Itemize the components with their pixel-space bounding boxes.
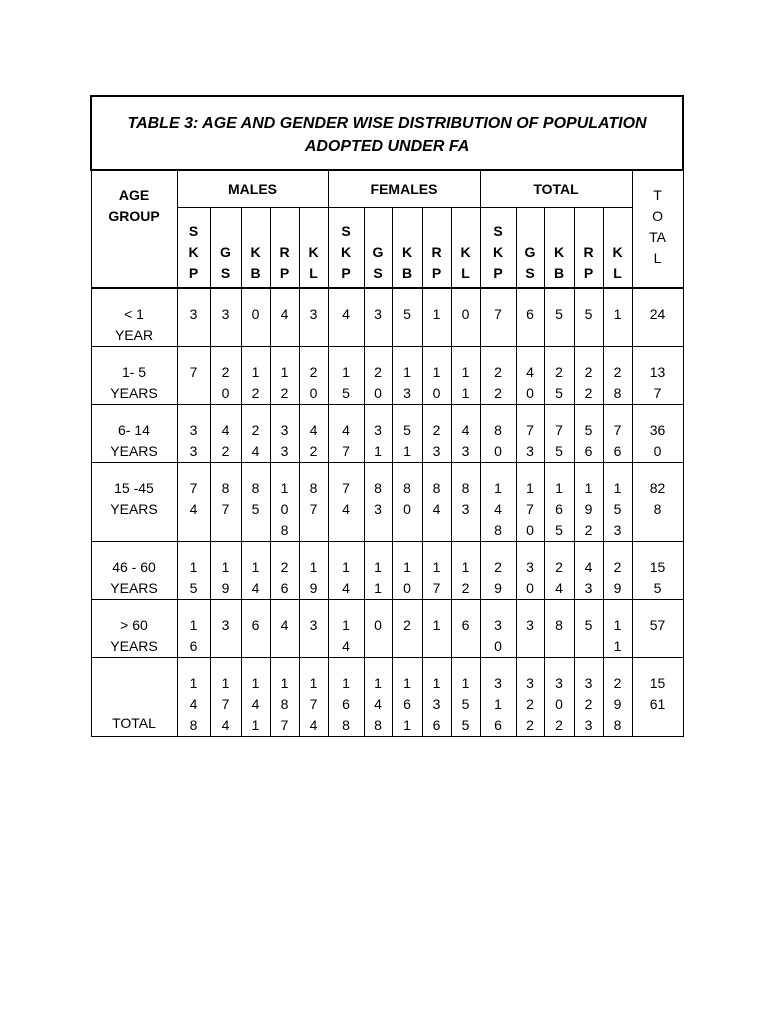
data-cell: 1 1 <box>364 542 392 600</box>
data-cell: 7 <box>480 288 516 347</box>
data-cell: 2 0 <box>210 347 241 405</box>
age-group-cell: > 60 YEARS <box>91 600 177 658</box>
row-total-cell: 57 <box>632 600 683 658</box>
data-cell: 1 6 <box>177 600 210 658</box>
data-cell: 4 <box>270 600 299 658</box>
data-cell: 1 6 8 <box>328 658 364 737</box>
table-row <box>91 600 683 658</box>
group-header-total: TOTAL <box>480 170 632 208</box>
data-cell: 2 9 8 <box>603 658 632 737</box>
data-cell: 5 1 <box>392 405 422 463</box>
data-cell: 1 5 <box>177 542 210 600</box>
data-cell: 1 6 5 <box>544 463 574 542</box>
data-cell: 3 <box>516 600 544 658</box>
data-cell: 4 2 <box>299 405 328 463</box>
data-cell: 1 1 <box>603 600 632 658</box>
data-cell: 3 <box>210 288 241 347</box>
data-cell: 8 3 <box>364 463 392 542</box>
data-cell: 1 <box>422 600 451 658</box>
data-cell: 2 2 <box>574 347 603 405</box>
data-cell: 5 <box>544 288 574 347</box>
sub-header-cell: G S <box>210 208 241 289</box>
data-cell: 0 <box>241 288 270 347</box>
data-cell: 1 4 <box>328 600 364 658</box>
data-cell: 6 <box>241 600 270 658</box>
data-cell: 8 0 <box>392 463 422 542</box>
age-group-header: AGE GROUP <box>91 170 177 288</box>
data-cell: 1 9 <box>210 542 241 600</box>
sub-header-cell: S K P <box>177 208 210 289</box>
data-cell: 1 4 8 <box>177 658 210 737</box>
data-cell: 2 5 <box>544 347 574 405</box>
data-cell: 4 2 <box>210 405 241 463</box>
data-cell: 8 3 <box>451 463 480 542</box>
data-cell: 2 3 <box>422 405 451 463</box>
data-cell: 3 <box>177 288 210 347</box>
data-cell: 1 3 6 <box>422 658 451 737</box>
sub-header-cell: G S <box>364 208 392 289</box>
data-cell: 1 9 2 <box>574 463 603 542</box>
group-header-females: FEMALES <box>328 170 480 208</box>
data-cell: 2 2 <box>480 347 516 405</box>
data-cell: 4 <box>270 288 299 347</box>
data-cell: 7 4 <box>177 463 210 542</box>
row-total-cell: 13 7 <box>632 347 683 405</box>
data-cell: 1 7 <box>422 542 451 600</box>
data-cell: 7 3 <box>516 405 544 463</box>
data-cell: 1 4 <box>241 542 270 600</box>
table-row <box>91 658 683 737</box>
data-cell: 3 0 <box>480 600 516 658</box>
row-total-cell: 36 0 <box>632 405 683 463</box>
table-title: TABLE 3: AGE AND GENDER WISE DISTRIBUTION OF POPULATION ADOPTED UNDER FA <box>91 96 683 170</box>
data-cell: 2 4 <box>544 542 574 600</box>
data-cell: 3 2 2 <box>516 658 544 737</box>
sub-header-cell: K L <box>299 208 328 289</box>
sub-header-cell: R P <box>270 208 299 289</box>
data-cell: 4 3 <box>574 542 603 600</box>
data-cell: 7 4 <box>328 463 364 542</box>
data-cell: 1 5 3 <box>603 463 632 542</box>
data-cell: 1 5 5 <box>451 658 480 737</box>
data-cell: 1 3 <box>392 347 422 405</box>
sub-header-row <box>91 208 683 289</box>
sub-header-cell: S K P <box>480 208 516 289</box>
row-total-cell: 82 8 <box>632 463 683 542</box>
data-cell: 5 <box>392 288 422 347</box>
data-cell: 8 4 <box>422 463 451 542</box>
table-row <box>91 542 683 600</box>
data-cell: 3 <box>364 288 392 347</box>
table-row <box>91 405 683 463</box>
sub-header-cell: K B <box>392 208 422 289</box>
data-cell: 1 7 4 <box>210 658 241 737</box>
data-cell: 3 3 <box>270 405 299 463</box>
data-cell: 2 9 <box>480 542 516 600</box>
data-cell: 3 3 <box>177 405 210 463</box>
group-header-males: MALES <box>177 170 328 208</box>
data-cell: 7 5 <box>544 405 574 463</box>
data-cell: 2 0 <box>299 347 328 405</box>
data-cell: 6 <box>451 600 480 658</box>
sub-header-cell: K L <box>603 208 632 289</box>
data-cell: 5 <box>574 288 603 347</box>
data-cell: 1 8 7 <box>270 658 299 737</box>
data-cell: 3 <box>299 600 328 658</box>
age-group-cell: 1- 5 YEARS <box>91 347 177 405</box>
data-cell: 2 4 <box>241 405 270 463</box>
data-cell: 4 7 <box>328 405 364 463</box>
data-cell: 7 6 <box>603 405 632 463</box>
age-group-cell: 6- 14 YEARS <box>91 405 177 463</box>
data-cell: 1 <box>422 288 451 347</box>
data-cell: 3 2 3 <box>574 658 603 737</box>
data-cell: 8 7 <box>210 463 241 542</box>
data-cell: 3 1 6 <box>480 658 516 737</box>
age-group-cell: 15 -45 YEARS <box>91 463 177 542</box>
total-column-header: T O TA L <box>632 170 683 288</box>
data-cell: 5 6 <box>574 405 603 463</box>
row-total-cell: 24 <box>632 288 683 347</box>
sub-header-cell: K B <box>544 208 574 289</box>
data-cell: 7 <box>177 347 210 405</box>
data-cell: 2 6 <box>270 542 299 600</box>
data-cell: 8 5 <box>241 463 270 542</box>
data-cell: 1 9 <box>299 542 328 600</box>
age-group-cell: TOTAL <box>91 658 177 737</box>
data-cell: 1 <box>603 288 632 347</box>
table-row <box>91 288 683 347</box>
data-cell: 1 2 <box>241 347 270 405</box>
data-cell: 2 9 <box>603 542 632 600</box>
table-body <box>91 288 683 737</box>
data-cell: 3 <box>299 288 328 347</box>
data-cell: 3 <box>210 600 241 658</box>
age-group-cell: < 1 YEAR <box>91 288 177 347</box>
data-cell: 1 7 0 <box>516 463 544 542</box>
row-total-cell: 15 61 <box>632 658 683 737</box>
data-cell: 4 0 <box>516 347 544 405</box>
data-cell: 1 4 8 <box>480 463 516 542</box>
sub-header-cell: S K P <box>328 208 364 289</box>
data-cell: 3 0 2 <box>544 658 574 737</box>
data-cell: 1 0 8 <box>270 463 299 542</box>
data-cell: 1 7 4 <box>299 658 328 737</box>
sub-header-cell: R P <box>574 208 603 289</box>
data-cell: 1 6 1 <box>392 658 422 737</box>
data-cell: 5 <box>574 600 603 658</box>
age-group-cell: 46 - 60 YEARS <box>91 542 177 600</box>
data-cell: 8 <box>544 600 574 658</box>
data-cell: 3 1 <box>364 405 392 463</box>
data-cell: 2 <box>392 600 422 658</box>
data-cell: 0 <box>364 600 392 658</box>
data-cell: 1 4 <box>328 542 364 600</box>
data-cell: 1 4 1 <box>241 658 270 737</box>
data-cell: 1 2 <box>270 347 299 405</box>
table-row <box>91 463 683 542</box>
data-cell: 8 7 <box>299 463 328 542</box>
data-cell: 1 0 <box>392 542 422 600</box>
data-cell: 3 0 <box>516 542 544 600</box>
data-cell: 2 8 <box>603 347 632 405</box>
data-cell: 1 2 <box>451 542 480 600</box>
sub-header-cell: G S <box>516 208 544 289</box>
row-total-cell: 15 5 <box>632 542 683 600</box>
data-cell: 1 4 8 <box>364 658 392 737</box>
table-row <box>91 347 683 405</box>
data-cell: 1 1 <box>451 347 480 405</box>
distribution-table <box>90 95 684 737</box>
data-cell: 1 0 <box>422 347 451 405</box>
data-cell: 0 <box>451 288 480 347</box>
data-cell: 6 <box>516 288 544 347</box>
sub-header-cell: R P <box>422 208 451 289</box>
sub-header-cell: K B <box>241 208 270 289</box>
sub-header-cell: K L <box>451 208 480 289</box>
data-cell: 4 <box>328 288 364 347</box>
data-cell: 8 0 <box>480 405 516 463</box>
data-cell: 4 3 <box>451 405 480 463</box>
data-cell: 2 0 <box>364 347 392 405</box>
data-cell: 1 5 <box>328 347 364 405</box>
